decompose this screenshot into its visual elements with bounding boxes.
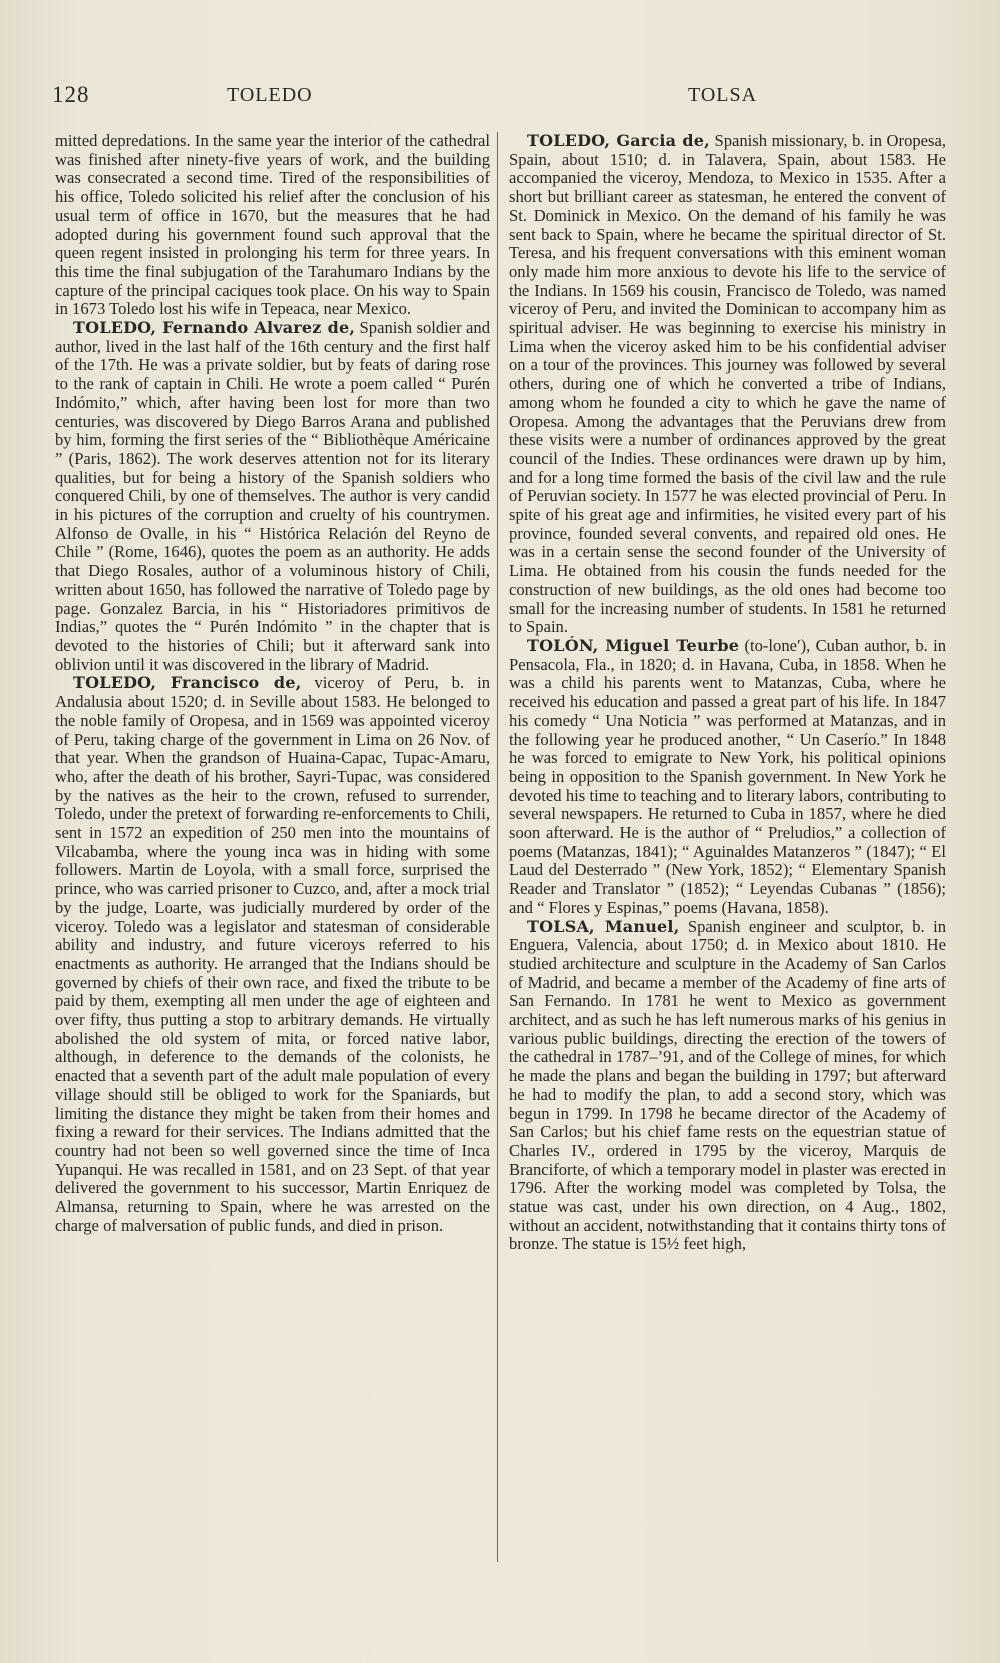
entry-toledo-garcia xyxy=(509,132,946,637)
entry-headword: TOLEDO, Fernando Alvarez de, xyxy=(73,318,356,338)
entry-headword: TOLSA, Manuel, xyxy=(527,916,680,936)
entry-text: Spanish engineer and sculptor, b. in Enguera, Valencia, about 1750; d. in Mexico about 1810. He studied architecture and sculpture in the Academy of San Carlos of Madrid, and became a member of the Academy of fine arts of San Fernando. In 1781 he went to Mexico as government architect, and as such he has left numerous marks of his genius in various public buildings, directing the erection of the towers of the cathedral in 1787–’91, and of the College of mines, for which he made the plans and began the building in 1797; but afterward he had to modify the plan, to add a second story, which was begun in 1799. In 1798 he became director of the Academy of San Carlos; but his chief fame rests on the equestrian statue of Charles IV., ordered in 1795 by the viceroy, Marquis de Branciforte, of which a temporary model in plaster was erected in 1796. After the working model was completed by Tolsa, the statue was cast, under his own direction, on 4 Aug., 1802, without an accident, notwithstanding that it contains thirty tons of bronze. The statue is 15½ feet high, xyxy=(509,916,946,1254)
entry-headword: TOLEDO, Garcia de, xyxy=(527,132,710,150)
running-head-right: TOLSA xyxy=(688,84,758,106)
continuation-paragraph: mitted depredations. In the same year the interior of the cathedral was finished after ninety-five years of work, and the building was consecrated a second time. Tired of the responsibilities of his office, Toledo solicited his relief after the conclusion of his usual term of office in 1670, but the measures that he had adopted during his government found such approval that the queen regent insisted in prolonging his term for three years. In this time the final subjugation of the Tarahumaro Indians by the capture of the principal caciques took place. On his way to Spain in 1673 Toledo lost his wife in Tepeaca, near Mexico. xyxy=(55,132,490,319)
entry-tolsa-manuel xyxy=(509,918,946,1255)
left-column xyxy=(55,132,490,1647)
entry-text: viceroy of Peru, b. in Andalusia about 1520; d. in Seville about 1583. He belonged to the noble family of Oropesa, and in 1569 was appointed viceroy of Peru, taking charge of the government in Lima on 26 Nov. of that year. When the grandson of Huaina-Capac, Tupac-Amaru, who, after the death of his brother, Sayri-Tupac, was considered by the natives as the heir to the crown, refused to surrender, Toledo, under the pretext of forwarding re-enforcements to Chili, sent in 1572 an expedition of 250 men into the mountains of Vilcabamba, where the young inca was in hiding with some followers. Martin de Loyola, with a small force, surprised the prince, who was carried prisoner to Cuzco, and, after a mock trial by the judge, Loarte, was judicially murdered by order of the viceroy. Toledo was a legislator and statesman of considerable ability and industry, and future viceroys referred to his enactments as authority. He arranged that the Indians should be governed by chiefs of their own race, and fixed the tribute to be paid by them, exempting all men under the age of eighteen and over fifty, thus putting a stop to arbitrary demands. He virtually abolished the old system of mita, or forced native labor, although, in deference to the demands of the colonists, he enacted that a seventh part of the adult male population of every village should still be obliged to work for the Spaniards, but limiting the distance they might be taken from their homes and fixing a reward for their services. The Indians admitted that the country had not been so well governed since the time of Inca Yupanqui. He was recalled in 1581, and on 23 Sept. of that year delivered the government to his successor, Martin Enriquez de Almansa, returning to Spain, where he was arrested on the charge of malversation of public funds, and died in prison. xyxy=(55,673,490,1235)
entry-toledo-francisco xyxy=(55,674,490,1235)
entry-toledo-fernando xyxy=(55,319,490,674)
entry-text: Spanish soldier and author, lived in the last half of the 16th century and the first half of the 17th. He was a private soldier, but by feats of daring rose to the rank of captain in Chili. He wrote a poem called “ Purén Indómito,” which, after having been lost for more than two centuries, was discovered by Diego Barros Arana and published by him, forming the first series of the “ Bibliothèque Américaine ” (Paris, 1862). The work deserves attention not for its literary qualities, but for being a history of the Spanish soldiers who conquered Chili, by one of themselves. The author is very candid in his pictures of the corruption and cruelty of his countrymen. Alfonso de Ovalle, in his “ Histórica Relación del Reyno de Chile ” (Rome, 1646), quotes the poem as an authority. He adds that Diego Rosales, author of a voluminous history of Chili, written about 1650, has followed the narrative of Toledo page by page. Gonzalez Barcia, in his “ Historiadores primitivos de Indias,” quotes the “ Purén Indómito ” in the chapter that is devoted to the histories of Chili; but it afterward sank into oblivion until it was discovered in the library of Madrid. xyxy=(55,318,490,674)
entry-headword: TOLÓN, Miguel Teurbe xyxy=(527,635,740,655)
page-number: 128 xyxy=(52,82,90,107)
right-column xyxy=(509,132,946,1647)
running-head xyxy=(52,78,952,112)
entry-tolon-miguel xyxy=(509,637,946,918)
entry-text: Spanish missionary, b. in Oropesa, Spain, about 1510; d. in Talavera, Spain, about 1583. He accompanied the viceroy, Mendoza, to Mexico in 1535. After a short but brilliant career as statesman, he entered the convent of St. Dominick in Mexico. On the demand of his family he was sent back to Spain, where he became the spiritual director of St. Teresa, and his frequent conversations with this eminent woman only made him more anxious to devote his life to the service of the Indians. In 1569 his cousin, Francisco de Toledo, was named viceroy of Peru, and invited the Dominican to accompany him as spiritual adviser. He was beginning to exercise his ministry in Lima when the viceroy asked him to be his confidential adviser on a tour of the provinces. This journey was followed by several others, during one of which he converted a tribe of Indians, among whom he founded a city to which he gave the name of Oropesa. Among the advantages that the Peruvians drew from these visits were a number of ordinances approved by the great council of the Indies. These ordinances were drawn up by him, and for a long time formed the basis of the civil law and the rule of Peruvian society. In 1577 he was elected provincial of Peru. In spite of his great age and infirmities, he visited every part of his province, founded several convents, and repaired old ones. He was in a certain sense the second founder of the University of Lima. He obtained from his cousin the funds needed for the construction of new buildings, as the old ones had become too small for the increasing number of students. In 1581 he returned to Spain. xyxy=(509,132,946,637)
column-divider xyxy=(497,132,498,1562)
entry-headword: TOLEDO, Francisco de, xyxy=(73,673,302,693)
running-head-left: TOLEDO xyxy=(227,84,313,106)
entry-text: (to-lone′), Cuban author, b. in Pensacola, Fla., in 1820; d. in Havana, Cuba, in 1858. When he was a child his parents went to Matanzas, Cuba, where he received his education and passed a great part of his life. In 1847 his comedy “ Una Noticia ” was performed at Matanzas, and in the following year he produced another, “ Un Caserío.” In 1848 he was forced to emigrate to New York, his political opinions being in opposition to the Spanish government. In New York he devoted his time to teaching and to literary labors, contributing to several newspapers. He returned to Cuba in 1857, where he died soon afterward. He is the author of “ Preludios,” a collection of poems (Matanzas, 1841); “ Aguinaldes Matanzeros ” (1847); “ El Laud del Desterrado ” (New York, 1852); “ Elementary Spanish Reader and Translator ” (1852); “ Leyendas Cubanas ” (1856); and “ Flores y Espinas,” poems (Havana, 1858). xyxy=(509,635,946,917)
